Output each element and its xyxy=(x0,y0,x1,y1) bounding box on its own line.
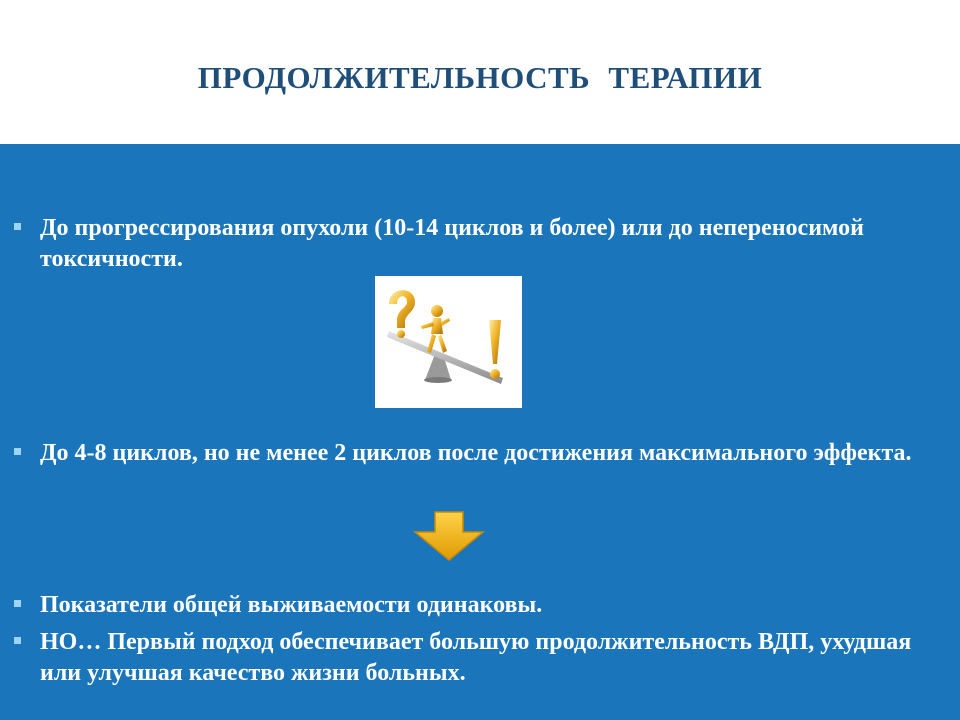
bullet-item-3 xyxy=(14,590,944,621)
slide-title: ПРОДОЛЖИТЕЛЬНОСТЬ ТЕРАПИИ xyxy=(197,60,763,95)
bullet-marker-icon xyxy=(14,600,21,607)
bullet-text: НО… Первый подход обеспечивает большую продолжительность ВДП, ухудшая или улучшая качество жизни больных. xyxy=(40,629,912,686)
header xyxy=(0,0,960,144)
balance-illustration xyxy=(375,276,522,408)
bullet-text: До 4-8 циклов, но не менее 2 циклов после достижения максимального эффекта. xyxy=(40,440,912,466)
bullet-item-2 xyxy=(14,438,944,469)
bullet-marker-icon xyxy=(14,223,21,230)
bullet-item-4 xyxy=(14,627,944,689)
bullet-text: Показатели общей выживаемости одинаковы. xyxy=(40,592,543,618)
question-exclamation-balance-illustration xyxy=(375,276,522,408)
down-arrow-icon xyxy=(413,510,485,562)
bullet-item-1 xyxy=(14,213,944,275)
bullet-marker-icon xyxy=(14,448,21,455)
bullet-marker-icon xyxy=(14,637,21,644)
bullet-text: До прогрессирования опухоли (10-14 циклов и более) или до непереносимой токсичности. xyxy=(40,215,864,272)
